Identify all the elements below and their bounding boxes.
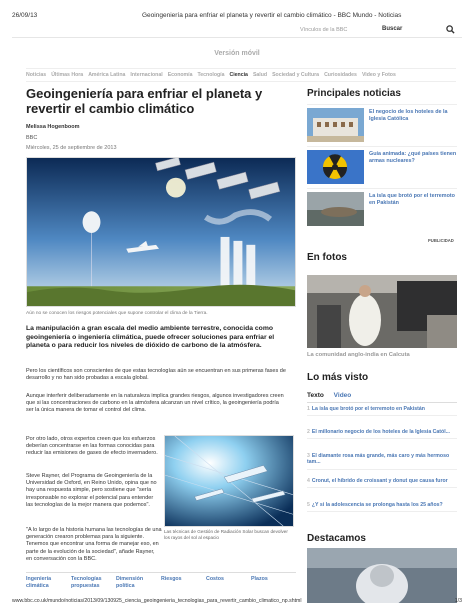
- rank-number: 5: [307, 502, 310, 508]
- featured-image[interactable]: [307, 548, 457, 603]
- ad-label: PUBLICIDAD: [428, 238, 454, 243]
- author: Melissa Hogenboom: [26, 124, 80, 130]
- nav-item[interactable]: América Latina: [88, 72, 126, 78]
- hero-image: [26, 157, 296, 307]
- nav-item[interactable]: Ciencia: [229, 72, 248, 78]
- search-icon[interactable]: [446, 25, 455, 34]
- nuclear-thumbnail: [307, 150, 364, 184]
- paragraph-3: Por otro lado, otros expertos creen que los esfuerzos deberían concentrarse en las formas conocidas para reducir las emisiones de gases de efecto invernadero.: [26, 436, 158, 457]
- nav-item[interactable]: Curiosidades: [324, 72, 357, 78]
- island-thumbnail: [307, 192, 364, 226]
- rank-number: 2: [307, 429, 310, 435]
- nav-item[interactable]: Internacional: [130, 72, 163, 78]
- nav-item[interactable]: Video y Fotos: [361, 72, 396, 78]
- article-lead: La manipulación a gran escala del medio ambiente terrestre, conocida como geoingeniería o ingeniería climática, puede ofrecer soluciones para enfriar el planeta o para reducir los niveles de dióxido de carbono de la atmósfera.: [26, 325, 275, 349]
- rank-number: 1: [307, 406, 310, 412]
- page-number: 1/3: [454, 598, 462, 604]
- photos-heading: En fotos: [307, 252, 347, 263]
- top-bar: [12, 24, 462, 38]
- topic-tabs: [26, 572, 296, 589]
- most-seen-item[interactable]: [307, 451, 457, 470]
- image2-caption: Las técnicas de Gestión de Radiación Solar buscan devolver los rayos del sol al espacio: [164, 529, 288, 540]
- popular-item-3[interactable]: [307, 188, 457, 230]
- rank-number: 3: [307, 453, 310, 459]
- topic-tab[interactable]: Riesgos: [161, 576, 182, 582]
- most-seen-text[interactable]: ¿Y si la adolescencia se prolonga hasta los 25 años?: [311, 502, 443, 508]
- most-seen-text[interactable]: La isla que brotó por el terremoto en Pakistán: [311, 406, 425, 412]
- hotel-thumbnail: [307, 108, 364, 142]
- paragraph-5: "A lo largo de la historia humana las tecnologías de una generación crearon problemas para la siguiente. Tenemos que encontrar una forma de manejar eso, en parte de la evolución de la sociedad", añade Rayner, en conversación con la BBC.: [26, 527, 162, 562]
- source: BBC: [26, 135, 38, 141]
- popular-item-2[interactable]: [307, 146, 457, 188]
- most-seen-item[interactable]: [307, 404, 457, 416]
- most-seen-text[interactable]: El millonario negocio de los hoteles de la Iglesia Catól...: [311, 429, 450, 435]
- most-seen-item[interactable]: [307, 427, 457, 439]
- topic-tab[interactable]: Dimensión política: [116, 576, 144, 589]
- article-title: Geoingeniería para enfriar el planeta y revertir el cambio climático: [26, 86, 263, 116]
- paragraph-1: Pero los científicos son conscientes de que estas tecnologías aún se encuentran en sus primeras fases de desarrollo y no han sido probadas a escala global.: [26, 368, 286, 382]
- paragraph-2: Aunque interferir deliberadamente en la naturaleza implica grandes riesgos, algunos investigadores creen que si las concentraciones de carbono en la atmósfera alcanzan un nivel crítico, la geoingeniería podría ser la única manera de tomar el control del clima.: [26, 393, 284, 414]
- nav-item[interactable]: Sociedad y Cultura: [272, 72, 320, 78]
- topic-tab[interactable]: Tecnologías propuestas: [71, 576, 102, 589]
- nav-item[interactable]: Últimas Hora: [51, 72, 84, 78]
- topic-tab[interactable]: Ingeniería climática: [26, 576, 52, 589]
- rank-number: 4: [307, 478, 310, 484]
- search-label[interactable]: Buscar: [382, 26, 403, 32]
- popular-heading: Principales noticias: [307, 88, 401, 99]
- tab-video[interactable]: Video: [333, 392, 352, 399]
- most-seen-heading: Lo más visto: [307, 372, 369, 383]
- print-title: Geoingeniería para enfriar el planeta y revertir el cambio climático - BBC Mundo - Noticias: [142, 12, 402, 19]
- page-url: www.bbc.co.uk/mundo/noticias/2013/09/130925_ciencia_geoingenieria_tecnologias_para_revertir_cambio_climatico_np.shtml: [12, 598, 302, 604]
- nav-item[interactable]: Tecnología: [197, 72, 225, 78]
- solar-radiation-image: [164, 435, 294, 527]
- mobile-version-link[interactable]: Versión móvil: [214, 50, 260, 57]
- tab-text[interactable]: Texto: [307, 392, 324, 399]
- photo-gallery-image[interactable]: [307, 275, 457, 348]
- popular-item-text[interactable]: Guía animada: ¿qué países tienen armas nucleares?: [369, 151, 457, 164]
- print-date: 26/09/13: [12, 12, 38, 19]
- nav-item[interactable]: Economía: [167, 72, 193, 78]
- popular-item-text[interactable]: La isla que brotó por el terremoto en Pakistán: [369, 193, 455, 206]
- nav-item[interactable]: Salud: [252, 72, 268, 78]
- bbc-links[interactable]: Vínculos de la BBC: [300, 27, 348, 33]
- topic-tab[interactable]: Costos: [206, 576, 224, 582]
- most-seen-text[interactable]: El diamante rosa más grande, más caro y más hermoso tam...: [307, 453, 450, 466]
- topic-tab[interactable]: Plazos: [251, 576, 268, 582]
- main-nav: [26, 68, 456, 82]
- hero-caption: Aún no se conocen los riesgos potenciales que supone controlar el clima de la Tierra.: [26, 311, 208, 316]
- article-date: Miércoles, 25 de septiembre de 2013: [26, 145, 117, 151]
- photos-caption[interactable]: La comunidad anglo-india en Calcuta: [307, 352, 410, 358]
- paragraph-4: Steve Rayner, del Programa de Geoingeniería de la Universidad de Oxford, en Reino Unido, opina que no hay una respuesta simple, pero sostiene que "sería irresponsable no explorar el potencial para entender las tecnologías de la mejor manera que podemos".: [26, 473, 157, 508]
- most-seen-item[interactable]: [307, 500, 457, 512]
- most-seen-text[interactable]: Cronut, el híbrido de croissant y donut que causa furor: [311, 478, 448, 484]
- most-seen-item[interactable]: [307, 476, 457, 488]
- print-footer: [12, 598, 462, 604]
- popular-item-text[interactable]: El negocio de los hoteles de la Iglesia Católica: [369, 109, 448, 122]
- featured-heading: Destacamos: [307, 533, 366, 544]
- popular-item-1[interactable]: [307, 104, 457, 146]
- most-seen-tabs: [307, 392, 457, 403]
- nav-item[interactable]: Noticias: [26, 72, 47, 78]
